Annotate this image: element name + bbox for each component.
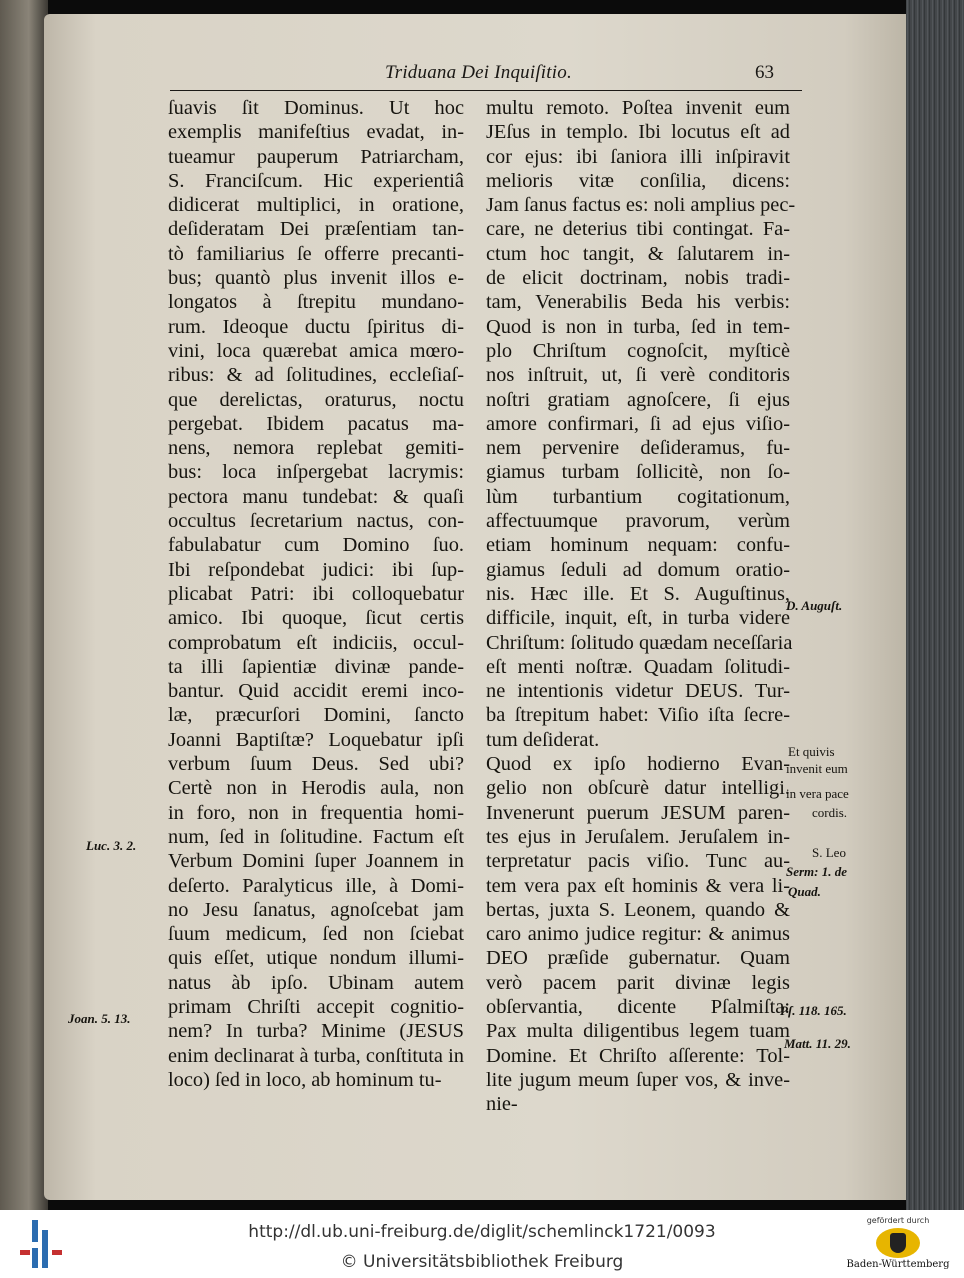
text-line: care, ne deterius tibi contingat. Fa- <box>486 218 790 241</box>
text-line: nens, nemora replebat gemiti- <box>168 437 464 460</box>
text-line: ne intentionis videtur DEUS. Tur- <box>486 680 790 703</box>
text-line: in foro, non in frequentia homi- <box>168 801 464 824</box>
margin-note-augustine: D. Auguſt. <box>786 598 843 613</box>
margin-note-matthew: Matt. 11. 29. <box>784 1036 851 1051</box>
text-line: Quod is non in turba, ſed in tem- <box>486 315 790 338</box>
text-line: etiam hominum nequam: confu- <box>486 534 790 557</box>
text-line: verò pacem parit divinæ legis <box>486 971 790 994</box>
text-line: nis. Hæc ille. Et S. Auguſtinus, <box>486 582 790 605</box>
text-line: eſt menti noſtræ. Quadam ſolitudi- <box>486 655 790 678</box>
page-number: 63 <box>755 62 774 83</box>
text-line: giamus ſeduli ad domum oratio- <box>486 558 790 581</box>
text-line: nie- <box>486 1093 518 1116</box>
text-line: longatos à ſtrepitu mundano- <box>168 291 464 314</box>
text-line: gelio non obſcurè datur intelligi. <box>486 777 790 800</box>
text-line: num, ſed in ſolitudine. Factum eſt <box>168 825 464 848</box>
copyright-notice: © Universitätsbibliothek Freiburg <box>340 1252 624 1272</box>
text-line: ribus: & ad ſolitudines, eccleſiaſ- <box>168 364 464 387</box>
running-head-title: Triduana Dei Inquiſitio. <box>385 62 572 83</box>
text-line: deſerto. Paralyticus ille, à Domi- <box>168 874 464 897</box>
text-line: ſuum medicum, ſed non ſciebat <box>168 923 464 946</box>
text-line: verbum ſuum Deus. Sed ubi? <box>168 753 464 776</box>
text-line: cor ejus: ibi ſaniora illi inſpiravit <box>486 145 790 168</box>
margin-note-leo-1: S. Leo <box>812 845 846 860</box>
margin-note-leo-2: Serm: 1. de <box>786 864 848 879</box>
margin-note-quivis-4: cordis. <box>812 805 848 820</box>
text-line: tò familiarius ſe offerre precanti- <box>168 242 464 265</box>
text-line: tem vera pax eſt hominis & vera li- <box>486 874 790 897</box>
text-line: S. Franciſcum. Hic experientiâ <box>168 169 464 192</box>
text-line: Verbum Domini ſuper Joannem in <box>168 850 464 873</box>
text-line: lùm turbantium cogitationum, <box>486 485 790 508</box>
text-line: ta illi ſapientiæ divinæ pande- <box>168 655 464 678</box>
text-line: ba ſtrepitum habet: Viſio iſta ſecre- <box>486 704 790 727</box>
sponsor-name: Baden-Württemberg <box>846 1259 950 1270</box>
text-line: terpretatur pacis viſio. Tunc au- <box>486 850 790 873</box>
text-line: pectora manu tundebat: & quaſi <box>168 485 464 508</box>
text-line: nem? In turba? Minime (JESUS <box>168 1020 464 1043</box>
text-line: primam Chriſti accepit cognitio- <box>168 995 464 1018</box>
text-line: nos inſtruit, ut, ſi verè conditoris <box>486 364 790 387</box>
margin-note-john: Joan. 5. 13. <box>68 1011 131 1026</box>
margin-note-leo-3: Quad. <box>788 884 821 899</box>
text-line: Jam ſanus factus es: noli amplius pec- <box>486 194 796 217</box>
text-line: fabulabatur cum Domino ſuo. <box>168 534 464 557</box>
text-line: rum. Ideoque ductu ſpiritus di- <box>168 315 464 338</box>
text-line: tum deſiderat. <box>486 728 600 751</box>
margin-note-quivis-3: in vera pace <box>786 786 849 801</box>
margin-note-quivis-2: invenit eum <box>786 761 848 776</box>
text-line: Quod ex ipſo hodierno Evan- <box>486 753 790 776</box>
margin-note-psalm: Pſ. 118. 165. <box>780 1003 847 1018</box>
text-line: nem pervenire deſideramus, fu- <box>486 437 790 460</box>
text-line: quis eſſet, utique nondum illumi- <box>168 947 464 970</box>
text-line: tes ejus in Jeruſalem. Jeruſalem in- <box>486 825 790 848</box>
text-line: multu remoto. Poſtea invenit eum <box>486 97 790 119</box>
text-line: Invenerunt puerum JESUM paren- <box>486 801 790 824</box>
text-line: loco) ſed in loco, ab hominum tu- <box>168 1068 442 1091</box>
text-line: occultus ſecretarium nactus, con- <box>168 510 464 533</box>
text-line: difficile, inquit, eſt, in turba videre <box>486 607 790 630</box>
baden-wuerttemberg-crest-icon <box>876 1228 920 1258</box>
text-line: Ibi reſpondebat judici: ibi ſup- <box>168 558 464 581</box>
text-line: comprobatum eſt indiciis, occul- <box>168 631 464 654</box>
text-line: que derelictas, oraturus, noctu <box>168 388 464 411</box>
text-line: Pax multa diligentibus legem tuam <box>486 1020 790 1043</box>
text-line: amore confirmari, ſi ad ejus viſio- <box>486 412 790 435</box>
text-line: noſtri gratiam agnoſcere, ſi ejus <box>486 388 790 411</box>
text-line: exemplis manifeſtius evadat, in- <box>168 121 464 144</box>
text-line: didicerat multiplici, in oratione, <box>168 194 464 217</box>
text-line: natus àb ipſo. Ubinam autem <box>168 971 464 994</box>
text-column-right <box>486 96 796 1116</box>
text-line: amico. Ibi quoque, ſicut certis <box>168 607 464 630</box>
text-line: vini, loca quærebat amica mœro- <box>168 339 464 362</box>
text-line: JEſus in templo. Ibi locutus eſt ad <box>486 121 790 144</box>
text-line: Domine. Et Chriſto aſſerente: Tol- <box>486 1044 790 1067</box>
page-stack-edge <box>906 0 964 1210</box>
text-line: tueamur pauperum Patriarcham, <box>168 145 464 168</box>
text-line: de elicit doctrinam, nobis tradi- <box>486 267 790 290</box>
text-line: enim declinarat à turba, conſtituta in <box>168 1044 464 1067</box>
text-line: bus; quantò plus invenit illos e- <box>168 267 464 290</box>
text-line: bertas, juxta S. Leonem, quando & <box>486 898 790 921</box>
text-line: giamus turbam ſollicitè, non ſo- <box>486 461 790 484</box>
text-line: lite jugum meum ſuper vos, & inve- <box>486 1068 790 1091</box>
text-line: tam, Venerabilis Beda his verbis: <box>486 291 790 314</box>
text-line: no Jesu ſanatus, agnoſcebat jam <box>168 898 464 921</box>
text-line: bantur. Quid accidit eremi inco- <box>168 680 464 703</box>
text-line: ctum hoc tangit, & ſalutarem in- <box>486 242 790 265</box>
text-line: obſervantia, dicente Pſalmiſta: <box>486 995 790 1018</box>
margin-note-quivis-1: Et quivis <box>788 744 835 759</box>
text-line: plo Chriſtum cognoſcit, myſticè <box>486 339 790 362</box>
viewer-footer <box>0 1210 964 1278</box>
text-line: DEO præſide gubernatur. Quam <box>486 947 790 970</box>
sponsor-block <box>838 1214 958 1276</box>
text-column-left <box>168 96 464 1092</box>
text-line: Certè non in Herodis aula, non <box>168 777 464 800</box>
sponsor-caption: gefördert durch <box>866 1216 930 1225</box>
text-line: deſideratam Dei præſentiam tan- <box>168 218 464 241</box>
margin-note-luke: Luc. 3. 2. <box>86 838 137 853</box>
text-line: ſuavis ſit Dominus. Ut hoc <box>168 97 464 119</box>
text-line: plicabat Patri: ibi colloquebatur <box>168 582 464 605</box>
text-line: Chriſtum: ſolitudo quædam neceſſaria <box>486 631 793 654</box>
text-line: bus: loca inſpergebat lacrymis: <box>168 461 464 484</box>
text-line: pergebat. Ibidem pacatus ma- <box>168 412 464 435</box>
facing-page-edge <box>0 0 48 1210</box>
running-head <box>170 62 802 91</box>
permalink-url[interactable]: http://dl.ub.uni-freiburg.de/diglit/schemlinck1721/0093 <box>248 1222 716 1242</box>
text-line: caro animo judice regitur: & animus <box>486 923 790 946</box>
text-line: læ, præcurſori Domini, ſancto <box>168 704 464 727</box>
text-line: affectuumque pravorum, verùm <box>486 510 790 533</box>
text-line: melioris vitæ conſilia, dicens: <box>486 169 790 192</box>
text-line: Joanni Baptiſtæ? Loquebatur ipſi <box>168 728 464 751</box>
